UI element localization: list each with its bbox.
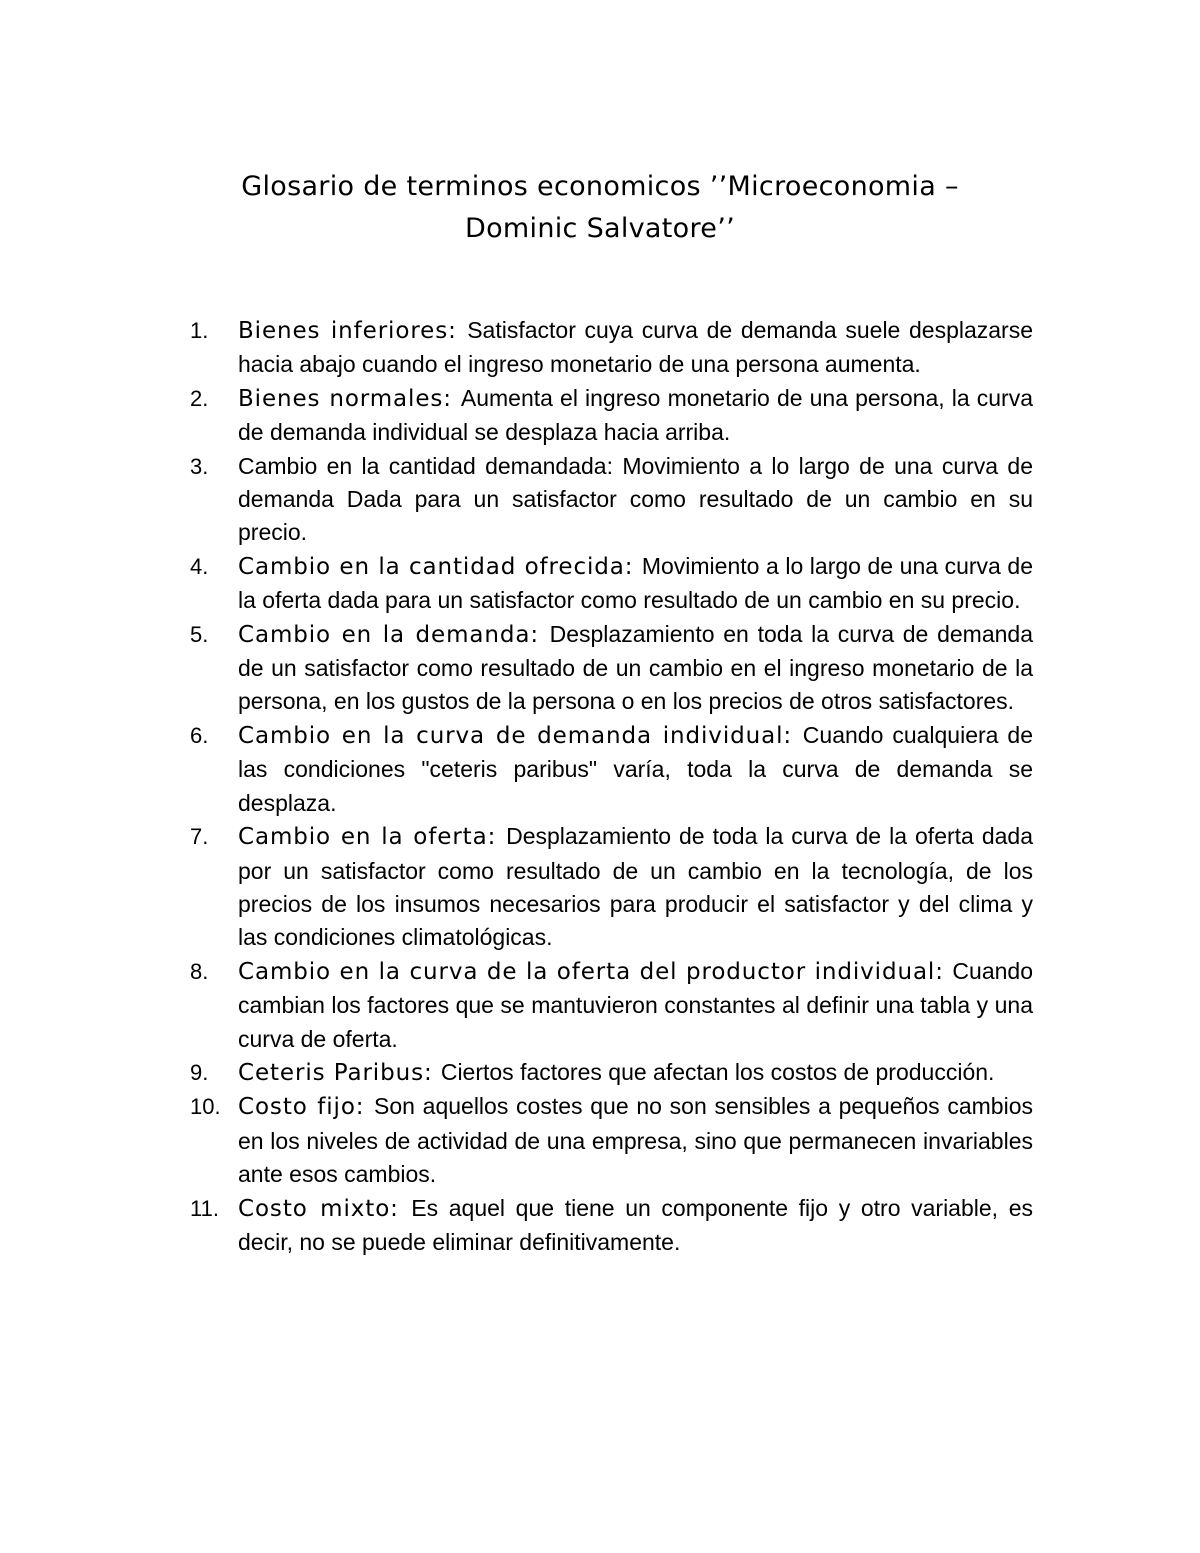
- entry-number: 1.: [190, 318, 209, 343]
- entry-number: 3.: [190, 453, 209, 479]
- entry-definition: Desplazamiento en toda la curva de demanda de un satisfactor como resultado de un cambio en el ingreso monetario de la persona, en los gustos de la persona o en los precios de otros satisfactores.: [238, 620, 1033, 715]
- entry-term: Cambio en la oferta:: [238, 824, 507, 851]
- glossary-entry: [190, 450, 1033, 550]
- entry-number: 11.: [190, 1195, 219, 1221]
- title-line-2: Dominic Salvatore’’: [465, 213, 735, 244]
- entry-definition: Ciertos factores que afectan los costos de producción.: [440, 1058, 995, 1085]
- entry-definition: Movimiento a lo largo de una curva de la oferta dada para un satisfactor como resultado de un cambio en su precio.: [238, 552, 1033, 614]
- entry-definition: Es aquel que tiene un componente fijo y otro variable, es decir, no se puede eliminar definitivamente.: [238, 1194, 1033, 1255]
- entry-term: Cambio en la curva de la oferta del productor individual:: [238, 958, 953, 985]
- entry-number: 2.: [190, 385, 209, 411]
- glossary-entry: [190, 1192, 1033, 1260]
- entry-definition: Son aquellos costes que no son sensibles a pequeños cambios en los niveles de actividad de una empresa, sino que permanecen invariables ante esos cambios.: [238, 1093, 1033, 1188]
- entry-definition: Aumenta el ingreso monetario de una persona, la curva de demanda individual se desplaza hacia arriba.: [238, 384, 1033, 446]
- glossary-entry: [190, 618, 1033, 719]
- entry-number: 6.: [190, 722, 209, 748]
- glossary-entry: [190, 820, 1033, 955]
- document-title: [140, 166, 1060, 250]
- glossary-entry: [190, 314, 1033, 382]
- glossary-entry: [190, 955, 1033, 1056]
- entry-definition: Cuando cualquiera de las condiciones "ceteris paribus" varía, toda la curva de demanda se desplaza.: [238, 721, 1033, 816]
- entry-term: Cambio en la curva de demanda individual:: [238, 722, 803, 749]
- entry-term: Bienes inferiores:: [238, 318, 468, 344]
- entry-definition: Movimiento a lo largo de una curva de demanda Dada para un satisfactor como resultado de un cambio en su precio.: [238, 452, 1033, 546]
- entry-term: Ceteris Paribus:: [238, 1059, 441, 1086]
- glossary-entry: [190, 719, 1033, 820]
- glossary-list: [190, 314, 1033, 1259]
- glossary-entry: [190, 1056, 1033, 1090]
- entry-term: Cambio en la demanda:: [238, 621, 550, 648]
- entry-definition: Cuando cambian los factores que se mantuvieron constantes al definir una tabla y una curva de oferta.: [238, 957, 1033, 1052]
- entry-number: 8.: [190, 958, 209, 984]
- entry-number: 4.: [190, 553, 209, 579]
- entry-definition: Desplazamiento de toda la curva de la oferta dada por un satisfactor como resultado de un cambio en la tecnología, de los precios de los insumos necesarios para producir el satisfactor y del clima y las condiciones climatológicas.: [238, 823, 1033, 951]
- entry-definition: Satisfactor cuya curva de demanda suele desplazarse hacia abajo cuando el ingreso monetario de una persona aumenta.: [238, 317, 1033, 378]
- entry-term: Costo fijo:: [238, 1094, 374, 1121]
- glossary-entry: [190, 1090, 1033, 1191]
- entry-term: Bienes normales:: [238, 385, 461, 412]
- entry-number: 9.: [190, 1059, 209, 1085]
- entry-term: Cambio en la cantidad demandada:: [238, 452, 623, 479]
- entry-term: Cambio en la cantidad ofrecida:: [238, 553, 642, 580]
- title-line-1: Glosario de terminos economicos ’’Microeconomia –: [241, 171, 959, 202]
- entry-number: 5.: [190, 621, 209, 647]
- entry-number: 10.: [190, 1094, 221, 1120]
- entry-number: 7.: [190, 824, 209, 850]
- glossary-entry: [190, 382, 1033, 450]
- entry-term: Costo mixto:: [238, 1195, 412, 1222]
- glossary-entry: [190, 550, 1033, 618]
